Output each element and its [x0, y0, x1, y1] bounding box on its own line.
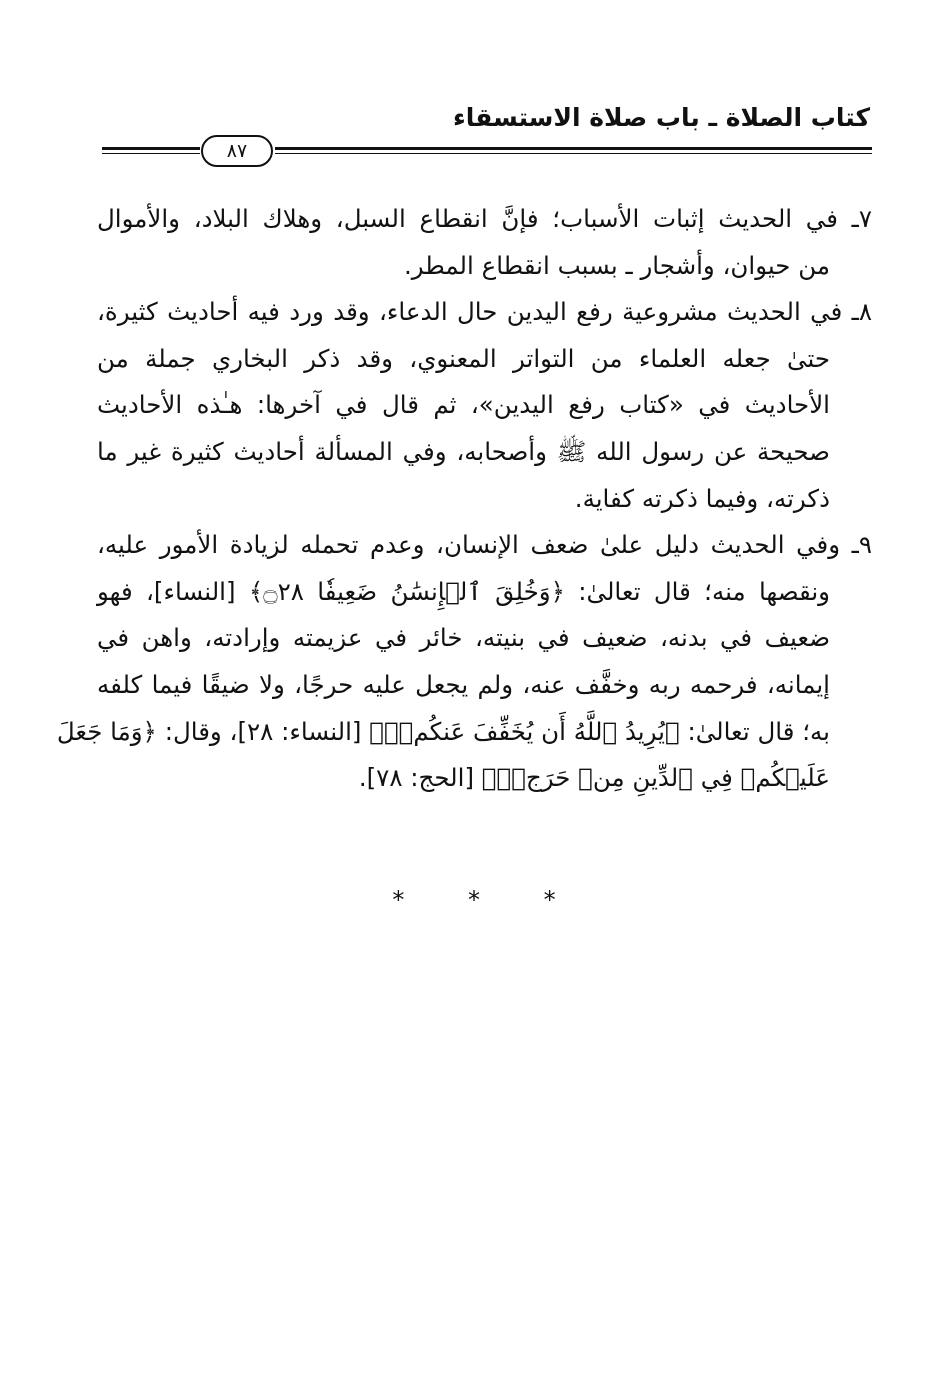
- header-rule-right: [275, 147, 872, 154]
- point-9-line-1: ٩ـ وفي الحديث دليل علىٰ ضعف الإنسان، وعدم تحمله لزيادة الأمور عليه،: [97, 530, 872, 560]
- page-number-badge: ٨٧: [201, 135, 273, 167]
- point-9: [56, 522, 872, 802]
- running-header-title: كتاب الصلاة ـ باب صلاة الاستسقاء: [452, 103, 870, 132]
- header-rule-left: [102, 147, 200, 154]
- point-9-line-6: عَلَيۡكُمۡ فِي ٱلدِّينِ مِنۡ حَرَجٖۚ﴾ [الحج: ٧٨].: [358, 763, 830, 793]
- point-8-line-5: ذكرته، وفيما ذكرته كفاية.: [574, 483, 830, 513]
- point-8-line-4: صحيحة عن رسول الله ﷺ وأصحابه، وفي المسألة أحاديث كثيرة غير ما: [97, 436, 830, 466]
- point-7-line-1: ٧ـ في الحديث إثبات الأسباب؛ فإنَّ انقطاع السبل، وهلاك البلاد، والأموال: [97, 204, 872, 233]
- point-7: [97, 196, 872, 289]
- point-8-line-3: الأحاديث في «كتاب رفع اليدين»، ثم قال في آخرها: هـٰذه الأحاديث: [97, 390, 830, 420]
- point-8-line-2: حتىٰ جعله العلماء من التواتر المعنوي، وقد ذكر البخاري جملة من: [97, 343, 830, 373]
- point-9-line-4: إيمانه، فرحمه ربه وخفَّف عنه، ولم يجعل عليه حرجًا، ولا ضيقًا فيما كلفه: [97, 669, 830, 699]
- point-9-line-5: به؛ قال تعالىٰ: ﴿يُرِيدُ ٱللَّهُ أَن يُخَفِّفَ عَنكُمۡۚ﴾ [النساء: ٢٨]، وقال: ﴿وَمَا جَعَلَ: [56, 716, 830, 746]
- point-9-line-3: ضعيف في بدنه، ضعيف في بنيته، خائر في عزيمته وإرادته، واهن في: [97, 623, 830, 653]
- point-9-line-2: ونقصها منه؛ قال تعالىٰ: ﴿وَخُلِقَ ٱلۡإِنسَٰنُ ضَعِيفٗا ۝٢٨﴾ [النساء]، فهو: [97, 576, 830, 606]
- point-8: [97, 289, 872, 522]
- section-separator: * * *: [392, 886, 584, 914]
- point-7-line-2: من حيوان، وأشجار ـ بسبب انقطاع المطر.: [403, 250, 830, 280]
- body-text: [56, 196, 872, 802]
- point-8-line-1: ٨ـ في الحديث مشروعية رفع اليدين حال الدعاء، وقد ورد فيه أحاديث كثيرة،: [97, 297, 872, 327]
